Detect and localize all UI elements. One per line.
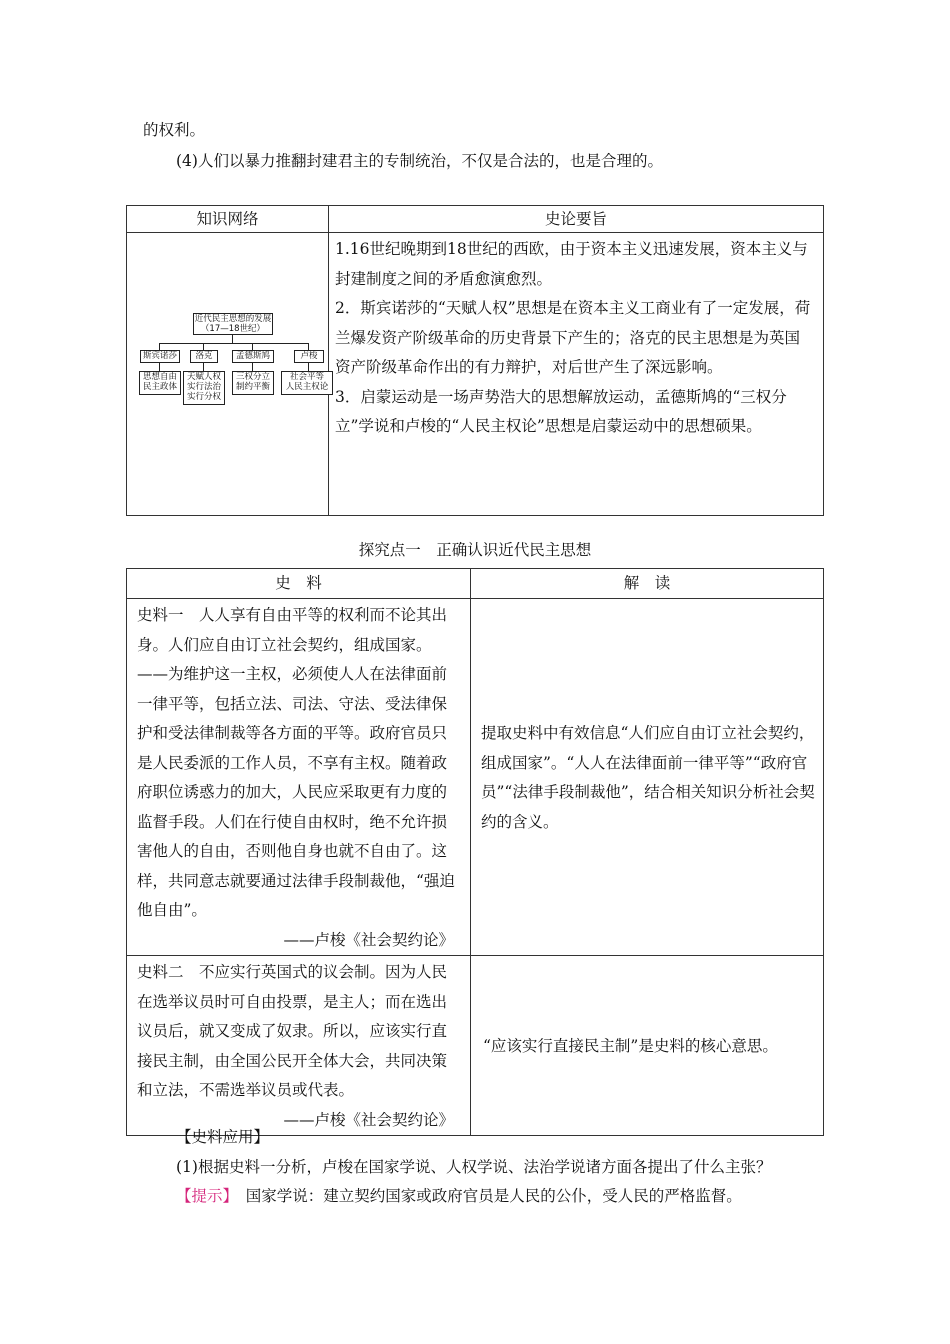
diagram-root: 近代民主思想的发展 （17—18世纪） <box>194 314 272 334</box>
diagram-items-montesquieu: 三权分立 制约平衡 <box>232 371 274 395</box>
source-2-text: 史料二 不应实行英国式的议会制。因为人民在选举议员时可自由投票，是主人；而在选出议员后，就又变成了奴隶。所以，应该实行直接民主制，由全国公民开全体大会，共同决策和立法，不需选举议员或代表。 <box>137 963 448 1099</box>
diagram-node-rousseau: 卢梭 <box>294 350 324 363</box>
interpretation-2-cell <box>471 956 824 1136</box>
diagram-node-spinoza: 斯宾诺莎 <box>140 350 180 363</box>
key-points-cell <box>329 233 824 516</box>
intro-line-2: (4)人们以暴力推翻封建君主的专制统治，不仅是合法的，也是合理的。 <box>176 152 663 170</box>
diagram-node-locke: 洛克 <box>190 350 218 363</box>
intro-line-1: 的权利。 <box>143 121 206 139</box>
source-2-cell <box>127 956 471 1136</box>
section-title: 探究点一 正确认识近代民主思想 <box>358 541 592 559</box>
diagram-items-rousseau: 社会平等 人民主权论 <box>281 371 333 395</box>
source-1-text: 史料一 人人享有自由平等的权利而不论其出身。人们应自由订立社会契约，组成国家。——为维护这一主权，必须使人人在法律面前一律平等，包括立法、司法、守法、受法律保护和受法律制裁等各方面的平等。政府官员只是人民委派的工作人员，不享有主权。随着政府职位诱惑力的加大，人民应采取更有力度的监督手段。人们在行使自由权时，绝不允许损害他人的自由，否则他自身也就不自由了。这样，共同意志就要通过法律手段制裁他，“强迫他自由”。 <box>137 606 455 919</box>
interpretation-1-text: 提取史料中有效信息“人们应自由订立社会契约，组成国家”。“人人在法律面前一律平等”“政府官员”“法律手段制裁他”，结合相关知识分析社会契约的含义。 <box>481 724 815 831</box>
interpretation-1-cell <box>471 599 824 956</box>
source-1-citation: ——卢梭《社会契约论》 <box>283 930 454 949</box>
application-tip <box>176 1186 742 1206</box>
diagram-items-spinoza: 思想自由 民主政体 <box>139 371 181 395</box>
summary-col2-header: 史论要旨 <box>329 206 824 233</box>
source-table <box>126 568 824 1136</box>
application-heading: 【史料应用】 <box>176 1128 270 1146</box>
source-2-citation: ——卢梭《社会契约论》 <box>283 1110 454 1129</box>
tip-text: 国家学说：建立契约国家或政府官员是人民的公仆，受人民的严格监督。 <box>230 1187 742 1205</box>
tip-label: 【提示】 <box>176 1187 231 1205</box>
diagram-items-locke: 天赋人权 实行法治 实行分权 <box>183 371 225 405</box>
source-col2-header: 解 读 <box>471 569 824 599</box>
source-col1-header: 史 料 <box>127 569 471 599</box>
key-point-2: 2．斯宾诺莎的“天赋人权”思想是在资本主义工商业有了一定发展，荷兰爆发资产阶级革命的历史背景下产生的；洛克的民主思想是为英国资产阶级革命作出的有力辩护，对后世产生了深远影响。 <box>335 299 811 376</box>
interpretation-2-text: “应该实行直接民主制”是史料的核心意思。 <box>483 1036 778 1055</box>
knowledge-network-cell <box>127 233 329 516</box>
key-point-3: 3．启蒙运动是一场声势浩大的思想解放运动，孟德斯鸠的“三权分立”学说和卢梭的“人民主权论”思想是启蒙运动中的思想硕果。 <box>335 387 787 435</box>
source-1-cell <box>127 599 471 956</box>
knowledge-network-diagram <box>135 313 335 433</box>
diagram-node-montesquieu: 孟德斯鸠 <box>232 350 274 363</box>
application-question: (1)根据史料一分析，卢梭在国家学说、人权学说、法治学说诸方面各提出了什么主张？ <box>176 1158 772 1176</box>
summary-table <box>126 205 824 516</box>
summary-col1-header: 知识网络 <box>127 206 329 233</box>
key-point-1: 1.16世纪晚期到18世纪的西欧，由于资本主义迅速发展，资本主义与封建制度之间的矛盾愈演愈烈。 <box>335 240 808 288</box>
